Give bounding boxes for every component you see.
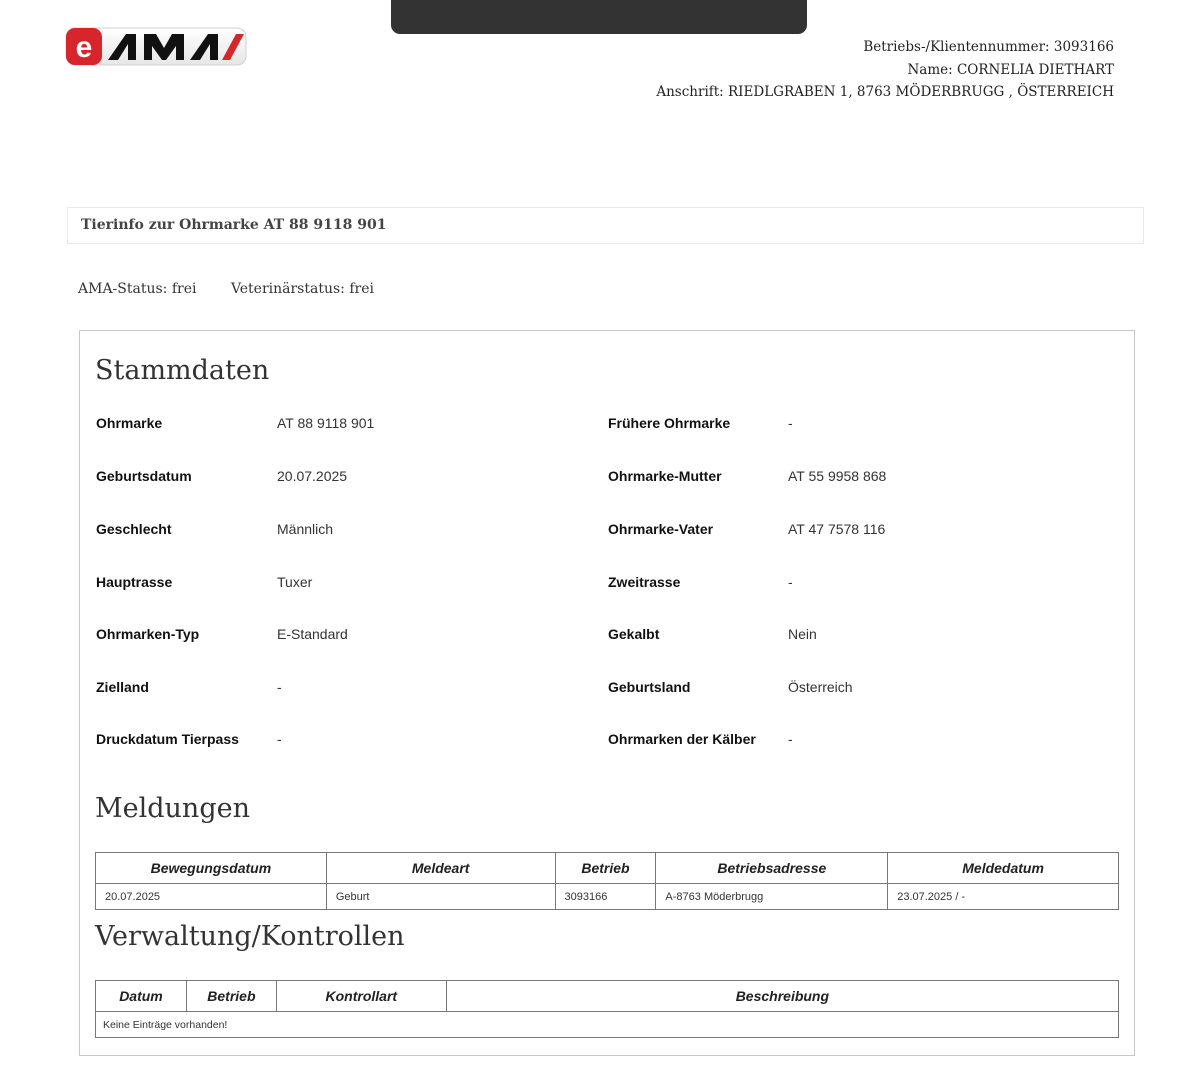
column-header: Beschreibung [446, 981, 1118, 1012]
column-header: Betrieb [555, 853, 656, 884]
client-number: Betriebs-/Klientennummer: 3093166 [863, 39, 1114, 55]
field-label: Druckdatum Tierpass [96, 731, 239, 747]
field-label: Zielland [96, 679, 149, 695]
field-label: Ohrmarke [96, 415, 163, 431]
field-value: - [788, 731, 793, 747]
field-label: Ohrmarke-Mutter [608, 468, 722, 484]
meldungen-table [95, 852, 1119, 910]
field-label: Gekalbt [608, 626, 660, 642]
field-value: - [277, 679, 282, 695]
field-label: Ohrmarken der Kälber [608, 731, 756, 747]
table-cell: 3093166 [555, 884, 656, 910]
field-value: - [788, 415, 793, 431]
table-cell: Geburt [326, 884, 555, 910]
column-header: Bewegungsdatum [96, 853, 327, 884]
table-row [96, 1012, 1119, 1038]
field-label: Hauptrasse [96, 574, 173, 590]
field-value: - [788, 574, 793, 590]
column-header: Betriebsadresse [656, 853, 888, 884]
field-label: Geburtsdatum [96, 468, 192, 484]
meldungen-heading: Meldungen [95, 793, 250, 824]
table-row [96, 884, 1119, 910]
veterinary-status: Veterinärstatus: frei [230, 281, 374, 297]
field-value: Österreich [788, 679, 853, 695]
field-label: Frühere Ohrmarke [608, 415, 731, 431]
field-label: Geschlecht [96, 521, 172, 537]
field-value: AT 47 7578 116 [788, 521, 886, 537]
ama-logo [64, 26, 248, 68]
field-value: AT 88 9118 901 [277, 415, 375, 431]
column-header: Betrieb [186, 981, 276, 1012]
client-name: Name: CORNELIA DIETHART [907, 61, 1114, 78]
field-label: Ohrmarken-Typ [96, 626, 200, 642]
empty-message: Keine Einträge vorhanden! [96, 1012, 1119, 1038]
verwaltung-header-row [96, 981, 1119, 1012]
column-header: Meldedatum [888, 853, 1119, 884]
verwaltung-heading: Verwaltung/Kontrollen [95, 921, 405, 952]
field-label: Geburtsland [608, 679, 691, 695]
field-label: Ohrmarke-Vater [608, 521, 714, 537]
svg-text:e: e [75, 31, 93, 64]
top-drag-tab[interactable] [391, 0, 807, 34]
field-value: 20.07.2025 [277, 468, 348, 484]
client-address: Anschrift: RIEDLGRABEN 1, 8763 MÖDERBRUGG , ÖSTERREICH [656, 84, 1114, 100]
column-header: Datum [96, 981, 187, 1012]
client-info [656, 36, 1114, 104]
table-cell: 23.07.2025 / - [888, 884, 1119, 910]
table-cell: A-8763 Möderbrugg [656, 884, 888, 910]
table-cell: 20.07.2025 [96, 884, 327, 910]
meldungen-header-row [96, 853, 1119, 884]
ama-status: AMA-Status: frei [78, 281, 197, 297]
verwaltung-table [95, 980, 1119, 1038]
status-line [78, 281, 374, 297]
field-value: Tuxer [277, 574, 313, 590]
tier-details-panel [79, 330, 1135, 1056]
column-header: Meldeart [326, 853, 555, 884]
stammdaten-heading: Stammdaten [95, 355, 270, 386]
field-value: Nein [788, 626, 817, 642]
column-header: Kontrollart [276, 981, 446, 1012]
field-value: AT 55 9958 868 [788, 468, 887, 484]
field-value: - [277, 731, 282, 747]
field-value: E-Standard [277, 626, 348, 642]
field-value: Männlich [277, 521, 334, 537]
field-label: Zweitrasse [608, 574, 681, 590]
tierinfo-title: Tierinfo zur Ohrmarke AT 88 9118 901 [67, 207, 1144, 244]
